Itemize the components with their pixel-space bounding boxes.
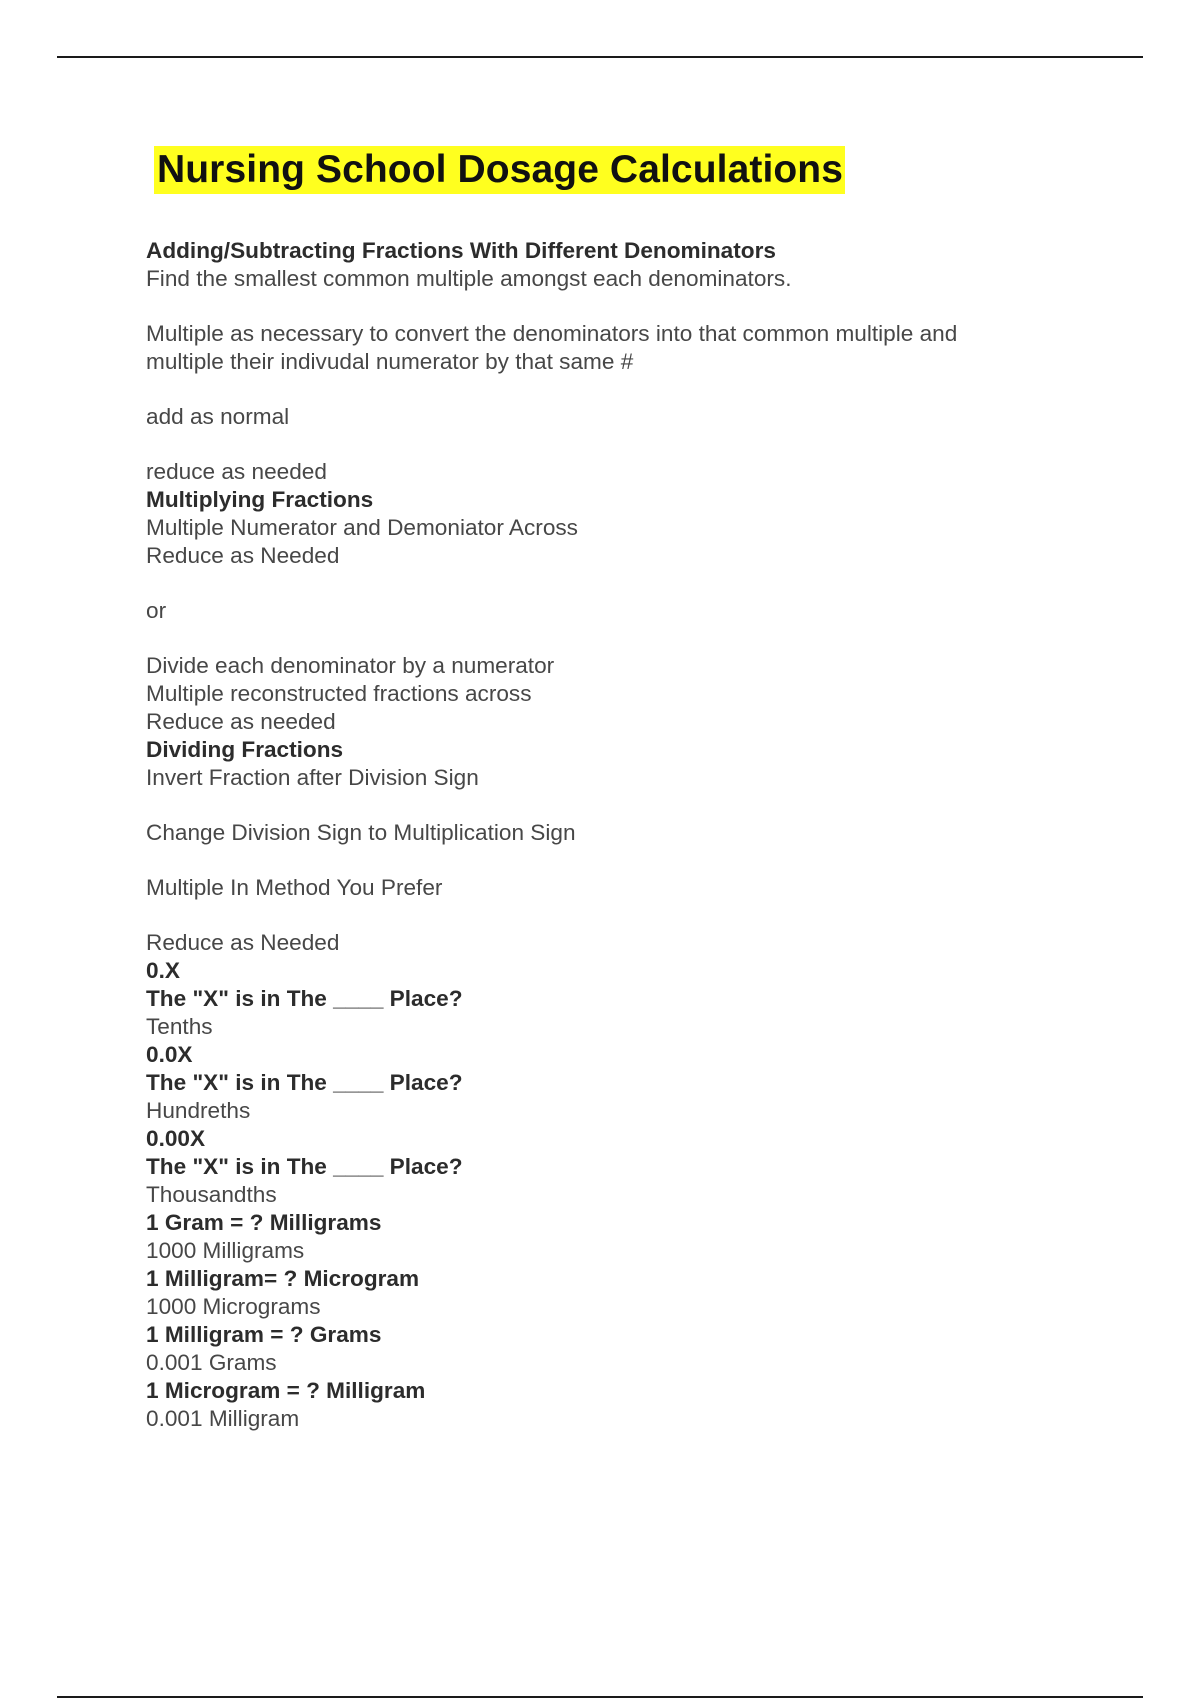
section-heading-adding-fractions: Adding/Subtracting Fractions With Different Denominators — [146, 238, 776, 263]
text-line: Reduce as needed — [146, 709, 336, 734]
flashcard-question: 0.00X — [146, 1126, 206, 1151]
spacer — [146, 625, 1046, 652]
flashcard-question: 1 Microgram = ? Milligram — [146, 1378, 426, 1403]
spacer — [146, 902, 1046, 929]
flashcard-answer: 1000 Micrograms — [146, 1294, 321, 1319]
flashcard-question: The "X" is in The ____ Place? — [146, 1070, 463, 1095]
document-body — [146, 237, 1046, 1433]
flashcard-answer: 0.001 Milligram — [146, 1406, 300, 1431]
flashcard-question: 1 Milligram= ? Microgram — [146, 1266, 420, 1291]
top-rule — [57, 56, 1143, 58]
text-line: Find the smallest common multiple amongst each denominators. — [146, 266, 792, 291]
section-heading-dividing-fractions: Dividing Fractions — [146, 737, 344, 762]
flashcard-question: The "X" is in The ____ Place? — [146, 986, 463, 1011]
bottom-rule — [57, 1696, 1143, 1698]
text-line: Multiple reconstructed fractions across — [146, 681, 532, 706]
text-line: or — [146, 598, 167, 623]
section-heading-multiplying-fractions: Multiplying Fractions — [146, 487, 374, 512]
text-line: Invert Fraction after Division Sign — [146, 765, 479, 790]
text-line: Multiple as necessary to convert the denominators into that common multiple and — [146, 321, 958, 346]
flashcard-answer: Thousandths — [146, 1182, 277, 1207]
flashcard-answer: 0.001 Grams — [146, 1350, 277, 1375]
text-line: Multiple In Method You Prefer — [146, 875, 443, 900]
spacer — [146, 293, 1046, 320]
flashcard-question: The "X" is in The ____ Place? — [146, 1154, 463, 1179]
flashcard-question: 0.X — [146, 958, 180, 983]
spacer — [146, 376, 1046, 403]
spacer — [146, 792, 1046, 819]
spacer — [146, 847, 1046, 874]
text-line: Change Division Sign to Multiplication Sign — [146, 820, 576, 845]
spacer — [146, 570, 1046, 597]
title-block — [154, 146, 845, 194]
flashcard-answer: Hundreths — [146, 1098, 251, 1123]
text-line: multiple their indivudal numerator by that same # — [146, 349, 634, 374]
text-line: Multiple Numerator and Demoniator Across — [146, 515, 578, 540]
flashcard-answer: 1000 Milligrams — [146, 1238, 305, 1263]
text-line: Divide each denominator by a numerator — [146, 653, 555, 678]
flashcard-question: 1 Gram = ? Milligrams — [146, 1210, 382, 1235]
text-line: add as normal — [146, 404, 290, 429]
flashcard-answer: Tenths — [146, 1014, 213, 1039]
text-line: reduce as needed — [146, 459, 327, 484]
spacer — [146, 431, 1046, 458]
text-line: Reduce as Needed — [146, 930, 340, 955]
flashcard-question: 1 Milligram = ? Grams — [146, 1322, 382, 1347]
text-line: Reduce as Needed — [146, 543, 340, 568]
page-title: Nursing School Dosage Calculations — [154, 146, 845, 194]
flashcard-question: 0.0X — [146, 1042, 193, 1067]
